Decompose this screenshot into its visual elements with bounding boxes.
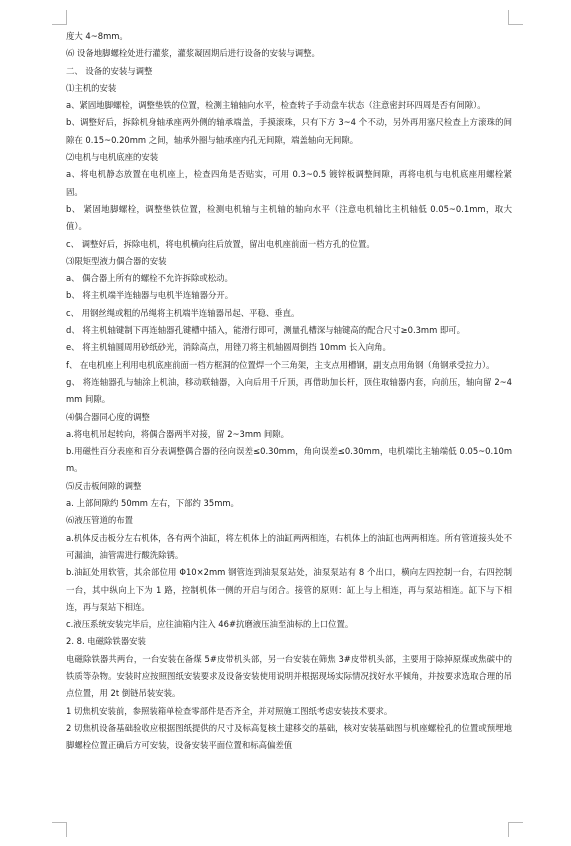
paragraph: b.用磁性百分表座和百分表调整偶合器的径向误差≤0.30mm，角向误差≤0.30mm，电机端比主轴端低 0.05~0.10mm。: [66, 446, 512, 474]
subsection-heading: ⑶限矩型液力偶合器的安装: [66, 255, 167, 266]
subsection-heading: ⑸反击板间隙的调整: [66, 480, 142, 491]
subsection-heading: ⑵电机与电机底座的安装: [66, 152, 159, 163]
paragraph: a.机体反击板分左右机体，各有两个油缸，将左机体上的油缸两两相连，右机体上的油缸也两两相连。所有管道接头处不可漏油，油管需进行酸洗除锈。: [66, 532, 512, 560]
subsection-heading: ⑷偶合器同心度的调整: [66, 411, 150, 422]
paragraph: 1 切焦机安装前，参照装箱单检查零部件是否齐全，并对照施工图纸考虑安装技术要求。: [66, 705, 393, 716]
crop-mark-top-left: [52, 10, 67, 25]
section-heading: 2. 8. 电磁除铁器安装: [66, 636, 146, 647]
paragraph: 度大 4~8mm。: [66, 31, 128, 41]
paragraph: f、 在电机座上利用电机底座前面一档方框洞的位置焊一个三角架，主支点用槽钢，副支点用角钢（角钢承受拉力）。: [66, 359, 495, 370]
paragraph: a. 上部间隙约 50mm 左右，下部约 35mm。: [66, 498, 239, 509]
paragraph: a、将电机静态放置在电机座上，检查四角是否贴实，可用 0.3~0.5 镀锌板调整间隙，再将电机与电机底座用螺栓紧固。: [66, 169, 512, 197]
paragraph: b、调整好后，拆除机身轴承座两外侧的轴承端盖，手摸滚珠，只有下方 3~4 个不动，另外再用塞尺检查上方滚珠的间隙在 0.15~0.20mm 之间，轴承外圈与轴承座内孔无间隙，端盖轴向无间隙。: [66, 117, 512, 145]
crop-mark-bottom-right: [508, 822, 523, 837]
paragraph: b.油缸处用软管，其余部位用 Φ10×2mm 钢管连到油泵泵站处，油泵泵站有 8 个出口，横向左四控制一台，右四控制一台，其中纵向上下为 1 路，控制机体一侧的开启与闭合。接管的原则：缸上与上相连，再与泵站相连。缸下与下相连，再与泵站下相连。: [66, 567, 512, 612]
crop-mark-bottom-left: [52, 822, 67, 837]
paragraph: a、紧固地脚螺栓，调整垫铁的位置，检测主轴轴向水平，检查转子手动盘车状态（注意密封环四周是否有间隙）。: [66, 100, 486, 111]
paragraph: c、 调整好后，拆除电机，将电机横向往后放置，留出电机座前面一档方孔的位置。: [66, 238, 375, 249]
paragraph: a.将电机吊起转向，将偶合器两半对接，留 2~3mm 间隙。: [66, 428, 289, 439]
document-body: [66, 28, 512, 754]
paragraph: c、 用钢丝绳或粗的吊绳将主机端半连轴器吊起、平稳、垂直。: [66, 307, 300, 318]
paragraph: b、 将主机端半连轴器与电机半连轴器分开。: [66, 290, 234, 301]
paragraph: 电磁除铁器共两台，一台安装在备煤 5#皮带机头部，另一台安装在筛焦 3#皮带机头部，主要用于除掉原煤或焦碳中的铁质等杂物。安装时应按照图纸安装要求及设备安装使用说明并根据现场实际情况找好水平倾角，并按要求选取合理的吊点位置，用 2t 倒链吊装安装。: [66, 653, 512, 699]
paragraph: e、 将主机轴圆周用砂纸砂光，消除高点，用锉刀将主机轴圆周倒挡 10mm 长入向角。: [66, 342, 391, 353]
paragraph: 2 切焦机设备基础验收应根据图纸提供的尺寸及标高复核土建移交的基础，核对安装基础图与机座螺栓孔的位置或预埋地脚螺栓位置正确后方可安装，设备安装平面位置和标高偏差值: [66, 722, 512, 751]
paragraph: a、 偶合器上所有的螺栓不允许拆除或松动。: [66, 273, 233, 284]
paragraph: b、 紧固地脚螺栓，调整垫铁位置，检测电机轴与主机轴的轴向水平（注意电机轴比主机轴低 0.05~0.1mm，取大值）。: [66, 203, 512, 232]
crop-mark-top-right: [508, 10, 523, 25]
paragraph: c.液压系统安装完毕后，应往油箱内注入 46#抗磨液压油至油标的上口位置。: [66, 619, 354, 630]
subsection-heading: ⑹液压管道的布置: [66, 515, 133, 526]
paragraph: g、 将连轴器孔与轴涂上机油，移动联轴器，入向后用千斤顶，再借助加长杆，顶住取轴器内套，向前压，轴向留 2~4mm 间隙。: [66, 376, 512, 405]
section-heading: 二、 设备的安装与调整: [66, 65, 153, 76]
paragraph: d、 将主机轴键制下再连轴器孔键槽中插入，能滑行即可，测量孔槽深与轴键高的配合尺寸≥0.3mm 即可。: [66, 325, 466, 336]
paragraph: ⑹ 设备地脚螺栓处进行灌浆，灌浆凝固期后进行设备的安装与调整。: [66, 48, 320, 59]
subsection-heading: ⑴主机的安装: [66, 82, 117, 93]
